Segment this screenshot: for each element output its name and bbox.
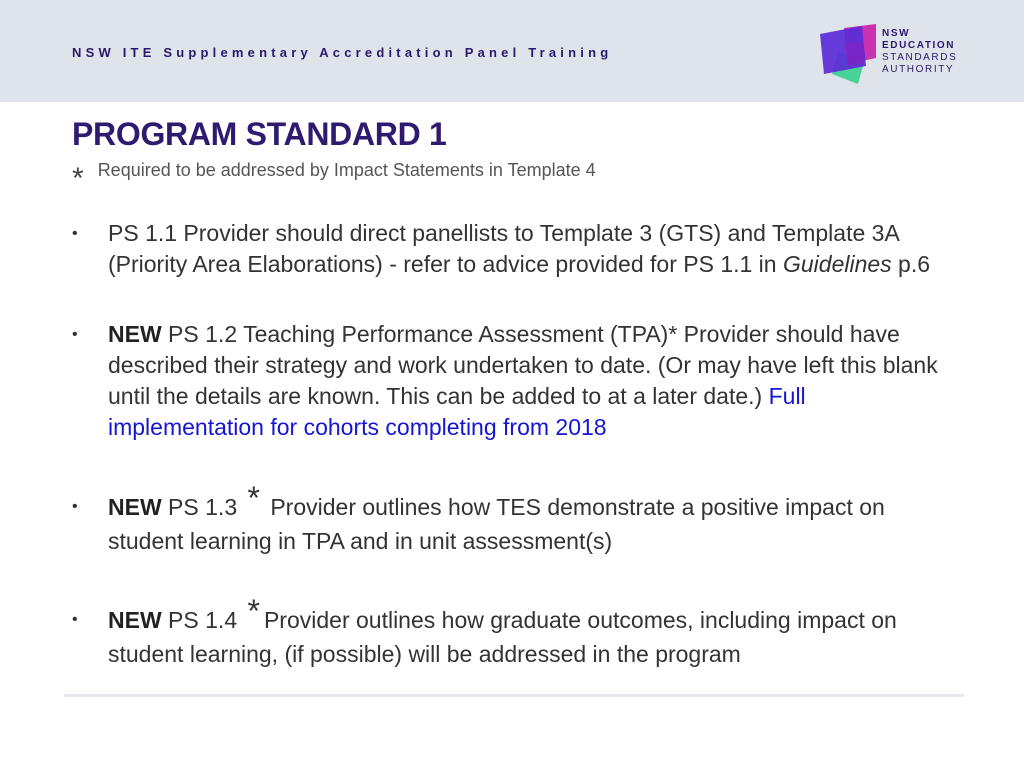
new-label: NEW: [108, 494, 162, 520]
required-note: [72, 160, 596, 196]
nesa-logo: [818, 24, 978, 88]
logo-line-authority: AUTHORITY: [882, 64, 955, 75]
bullet-ps-1-2: [72, 319, 962, 443]
new-label: NEW: [108, 607, 162, 633]
bullet-ps-1-3: [72, 480, 962, 558]
logo-line-nsw: NSW: [882, 28, 911, 39]
ps-1-4-text: Provider outlines how graduate outcomes, including impact on student learning, (if possible) will be addressed in the program: [108, 607, 897, 667]
ps-1-2-text: PS 1.2 Teaching Performance Assessment (TPA)* Provider should have described their strategy and work undertaken to date. (Or may have left this blank until the details are known. This can be added to at a later date.): [108, 321, 938, 409]
ps-1-3-text: Provider outlines how TES demonstrate a positive impact on student learning in TPA and in unit assessment(s): [108, 494, 885, 554]
guidelines-ref: Guidelines: [782, 251, 892, 277]
bullet-dot: •: [72, 498, 78, 515]
asterisk-marker: *: [247, 480, 260, 516]
header-bar: [0, 0, 1024, 102]
implementation-highlight: Full implementation for cohorts completing from 2018: [108, 383, 806, 440]
bullet-dot: •: [72, 225, 78, 242]
logo-wordmark: [882, 28, 957, 76]
asterisk-marker: *: [247, 593, 260, 629]
ps-1-1-text: PS 1.1 Provider should direct panellists to Template 3 (GTS) and Template 3A (Priority Area Elaborations) - refer to advice provided for PS 1.1 in: [108, 220, 899, 277]
slide-title: PROGRAM STANDARD 1: [72, 116, 447, 152]
ps-1-3-label: PS 1.3: [161, 494, 244, 520]
required-note-text: Required to be addressed by Impact Statements in Template 4: [97, 160, 596, 180]
bullet-dot: •: [72, 326, 78, 343]
logo-line-standards: STANDARDS: [882, 52, 958, 63]
bullet-ps-1-1: [72, 218, 962, 280]
logo-line-education: EDUCATION: [882, 40, 956, 51]
asterisk-marker: *: [72, 162, 84, 195]
bullet-ps-1-4: [72, 593, 962, 671]
page-ref: p.6: [891, 251, 931, 277]
bullet-list: [72, 218, 962, 671]
footer-divider: [64, 694, 964, 697]
ps-1-4-label: PS 1.4: [161, 607, 244, 633]
nesa-logo-icon: [818, 24, 878, 88]
bullet-dot: •: [72, 611, 78, 628]
presentation-title: NSW ITE Supplementary Accreditation Panel Training: [72, 45, 613, 60]
new-label: NEW: [108, 321, 162, 347]
